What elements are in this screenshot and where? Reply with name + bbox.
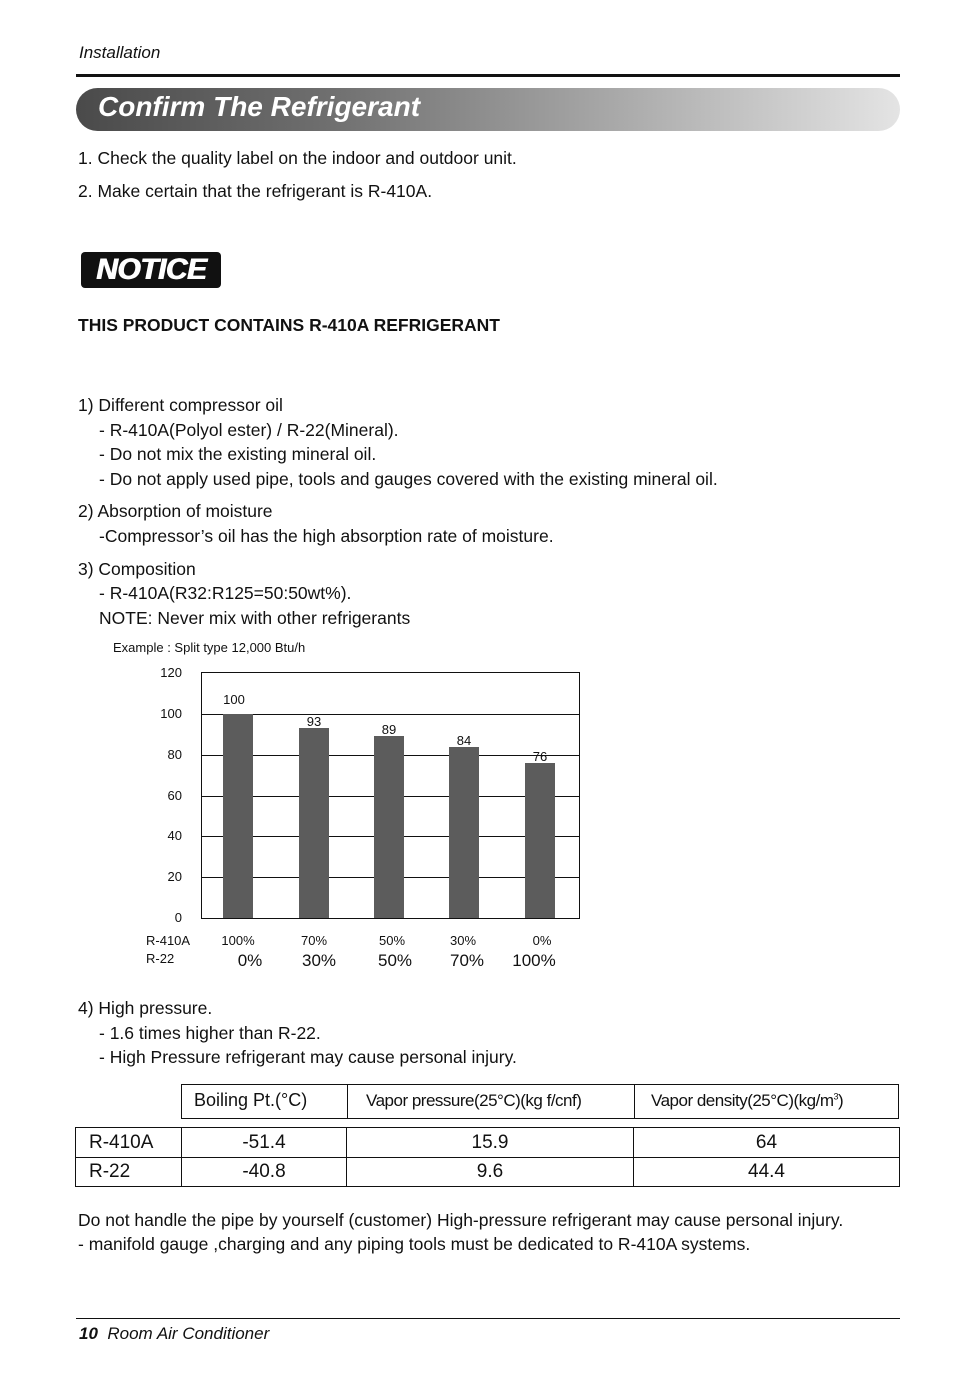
grid-line xyxy=(202,714,579,715)
table-row-divider xyxy=(76,1157,899,1158)
header-density-close: ) xyxy=(838,1091,844,1110)
table-header-cell xyxy=(182,1085,348,1118)
y-tick-label: 60 xyxy=(167,787,182,803)
chart-bar xyxy=(223,714,253,918)
table-cell: 64 xyxy=(755,1132,778,1153)
y-tick-label: 20 xyxy=(167,869,182,885)
x-tick-label-r410a: 30% xyxy=(449,933,477,948)
point-1-line: - Do not mix the existing mineral oil. xyxy=(99,444,377,464)
title-banner xyxy=(76,88,900,131)
table-header-cell xyxy=(634,1085,898,1118)
bar-value-label: 100 xyxy=(223,691,245,707)
point-3-line: - R-410A(R32:R125=50:50wt%). xyxy=(99,583,352,603)
point-4-title: 4) High pressure. xyxy=(78,998,213,1018)
table-row-name: R-22 xyxy=(89,1161,131,1182)
header-rule xyxy=(76,74,900,77)
x-tick-label-r22: 100% xyxy=(512,951,556,970)
point-1-line: - R-410A(Polyol ester) / R-22(Mineral). xyxy=(99,420,399,440)
y-tick-label: 40 xyxy=(167,828,182,844)
table-cell: 15.9 xyxy=(471,1132,509,1153)
point-2-line: -Compressor’s oil has the high absorption rate of moisture. xyxy=(99,526,554,546)
point-4-line: - 1.6 times higher than R-22. xyxy=(99,1023,321,1043)
section-label: Installation xyxy=(79,43,161,62)
point-2-title: 2) Absorption of moisture xyxy=(78,501,273,521)
chart-bar xyxy=(525,763,555,918)
header-density xyxy=(651,1091,843,1111)
point-4-line: - High Pressure refrigerant may cause personal injury. xyxy=(99,1047,517,1067)
x-tick-label-r22: 30% xyxy=(301,951,337,970)
header-density-sup: 3 xyxy=(833,1091,839,1102)
x-tick-label-r410a: 0% xyxy=(532,933,552,948)
y-tick-label: 80 xyxy=(167,746,182,762)
notice-heading: THIS PRODUCT CONTAINS R-410A REFRIGERANT xyxy=(78,315,500,335)
row-label-r410a: R-410A xyxy=(146,933,191,948)
y-tick-label: 100 xyxy=(160,705,182,721)
footer-rule xyxy=(76,1318,900,1319)
table-header-cell xyxy=(347,1085,635,1118)
bar-value-label: 84 xyxy=(456,732,472,748)
closing-note: - manifold gauge ,charging and any piping tools must be dedicated to R-410A systems. xyxy=(78,1234,751,1254)
header-density-text: Vapor density(25°C)(kg/m xyxy=(651,1091,834,1110)
page-number: 10 xyxy=(79,1324,98,1343)
notice-badge xyxy=(81,252,221,288)
row-label-r22: R-22 xyxy=(146,951,175,966)
x-tick-label-r410a: 70% xyxy=(300,933,328,948)
header-boiling: Boiling Pt.(°C) xyxy=(194,1090,308,1110)
chart-bar xyxy=(299,728,329,918)
table-header-row xyxy=(181,1084,899,1119)
header-pressure: Vapor pressure(25°C)(kg f/cnf) xyxy=(366,1091,582,1110)
x-tick-label-r410a: 100% xyxy=(221,933,255,948)
point-1-line: - Do not apply used pipe, tools and gauges covered with the existing mineral oil. xyxy=(99,469,718,489)
table-cell: 9.6 xyxy=(476,1161,504,1182)
page-title: Confirm The Refrigerant xyxy=(98,91,421,122)
x-tick-label-r410a: 50% xyxy=(378,933,406,948)
bar-value-label: 89 xyxy=(381,722,397,738)
chart-caption: Example : Split type 12,000 Btu/h xyxy=(113,640,306,655)
table-row-name: R-410A xyxy=(89,1132,154,1153)
x-tick-label-r22: 0% xyxy=(237,951,263,970)
point-3-title: 3) Composition xyxy=(78,559,196,579)
step-1: 1. Check the quality label on the indoor and outdoor unit. xyxy=(78,148,517,168)
step-2: 2. Make certain that the refrigerant is R-410A. xyxy=(78,181,433,201)
bar-chart-plot xyxy=(201,672,580,919)
footer-title: Room Air Conditioner xyxy=(107,1324,270,1343)
point-3-line: NOTE: Never mix with other refrigerants xyxy=(99,608,411,628)
x-tick-label-r22: 70% xyxy=(449,951,485,970)
table-cell: -40.8 xyxy=(242,1161,286,1182)
point-1-title: 1) Different compressor oil xyxy=(78,395,283,415)
y-tick-label: 120 xyxy=(160,665,182,680)
table-body xyxy=(75,1127,900,1187)
chart-bar xyxy=(449,747,479,919)
closing-warning: Do not handle the pipe by yourself (customer) High-pressure refrigerant may cause personal injury. xyxy=(78,1210,844,1230)
y-tick-label: 0 xyxy=(174,910,182,925)
table-cell: 44.4 xyxy=(748,1161,785,1182)
bar-value-label: 93 xyxy=(306,714,322,730)
x-tick-label-r22: 50% xyxy=(377,951,413,970)
page-footer xyxy=(79,1324,269,1344)
notice-label: NOTICE xyxy=(95,253,207,286)
bar-value-label: 76 xyxy=(532,748,548,764)
chart-bar xyxy=(374,736,404,918)
table-cell: -51.4 xyxy=(242,1132,286,1153)
